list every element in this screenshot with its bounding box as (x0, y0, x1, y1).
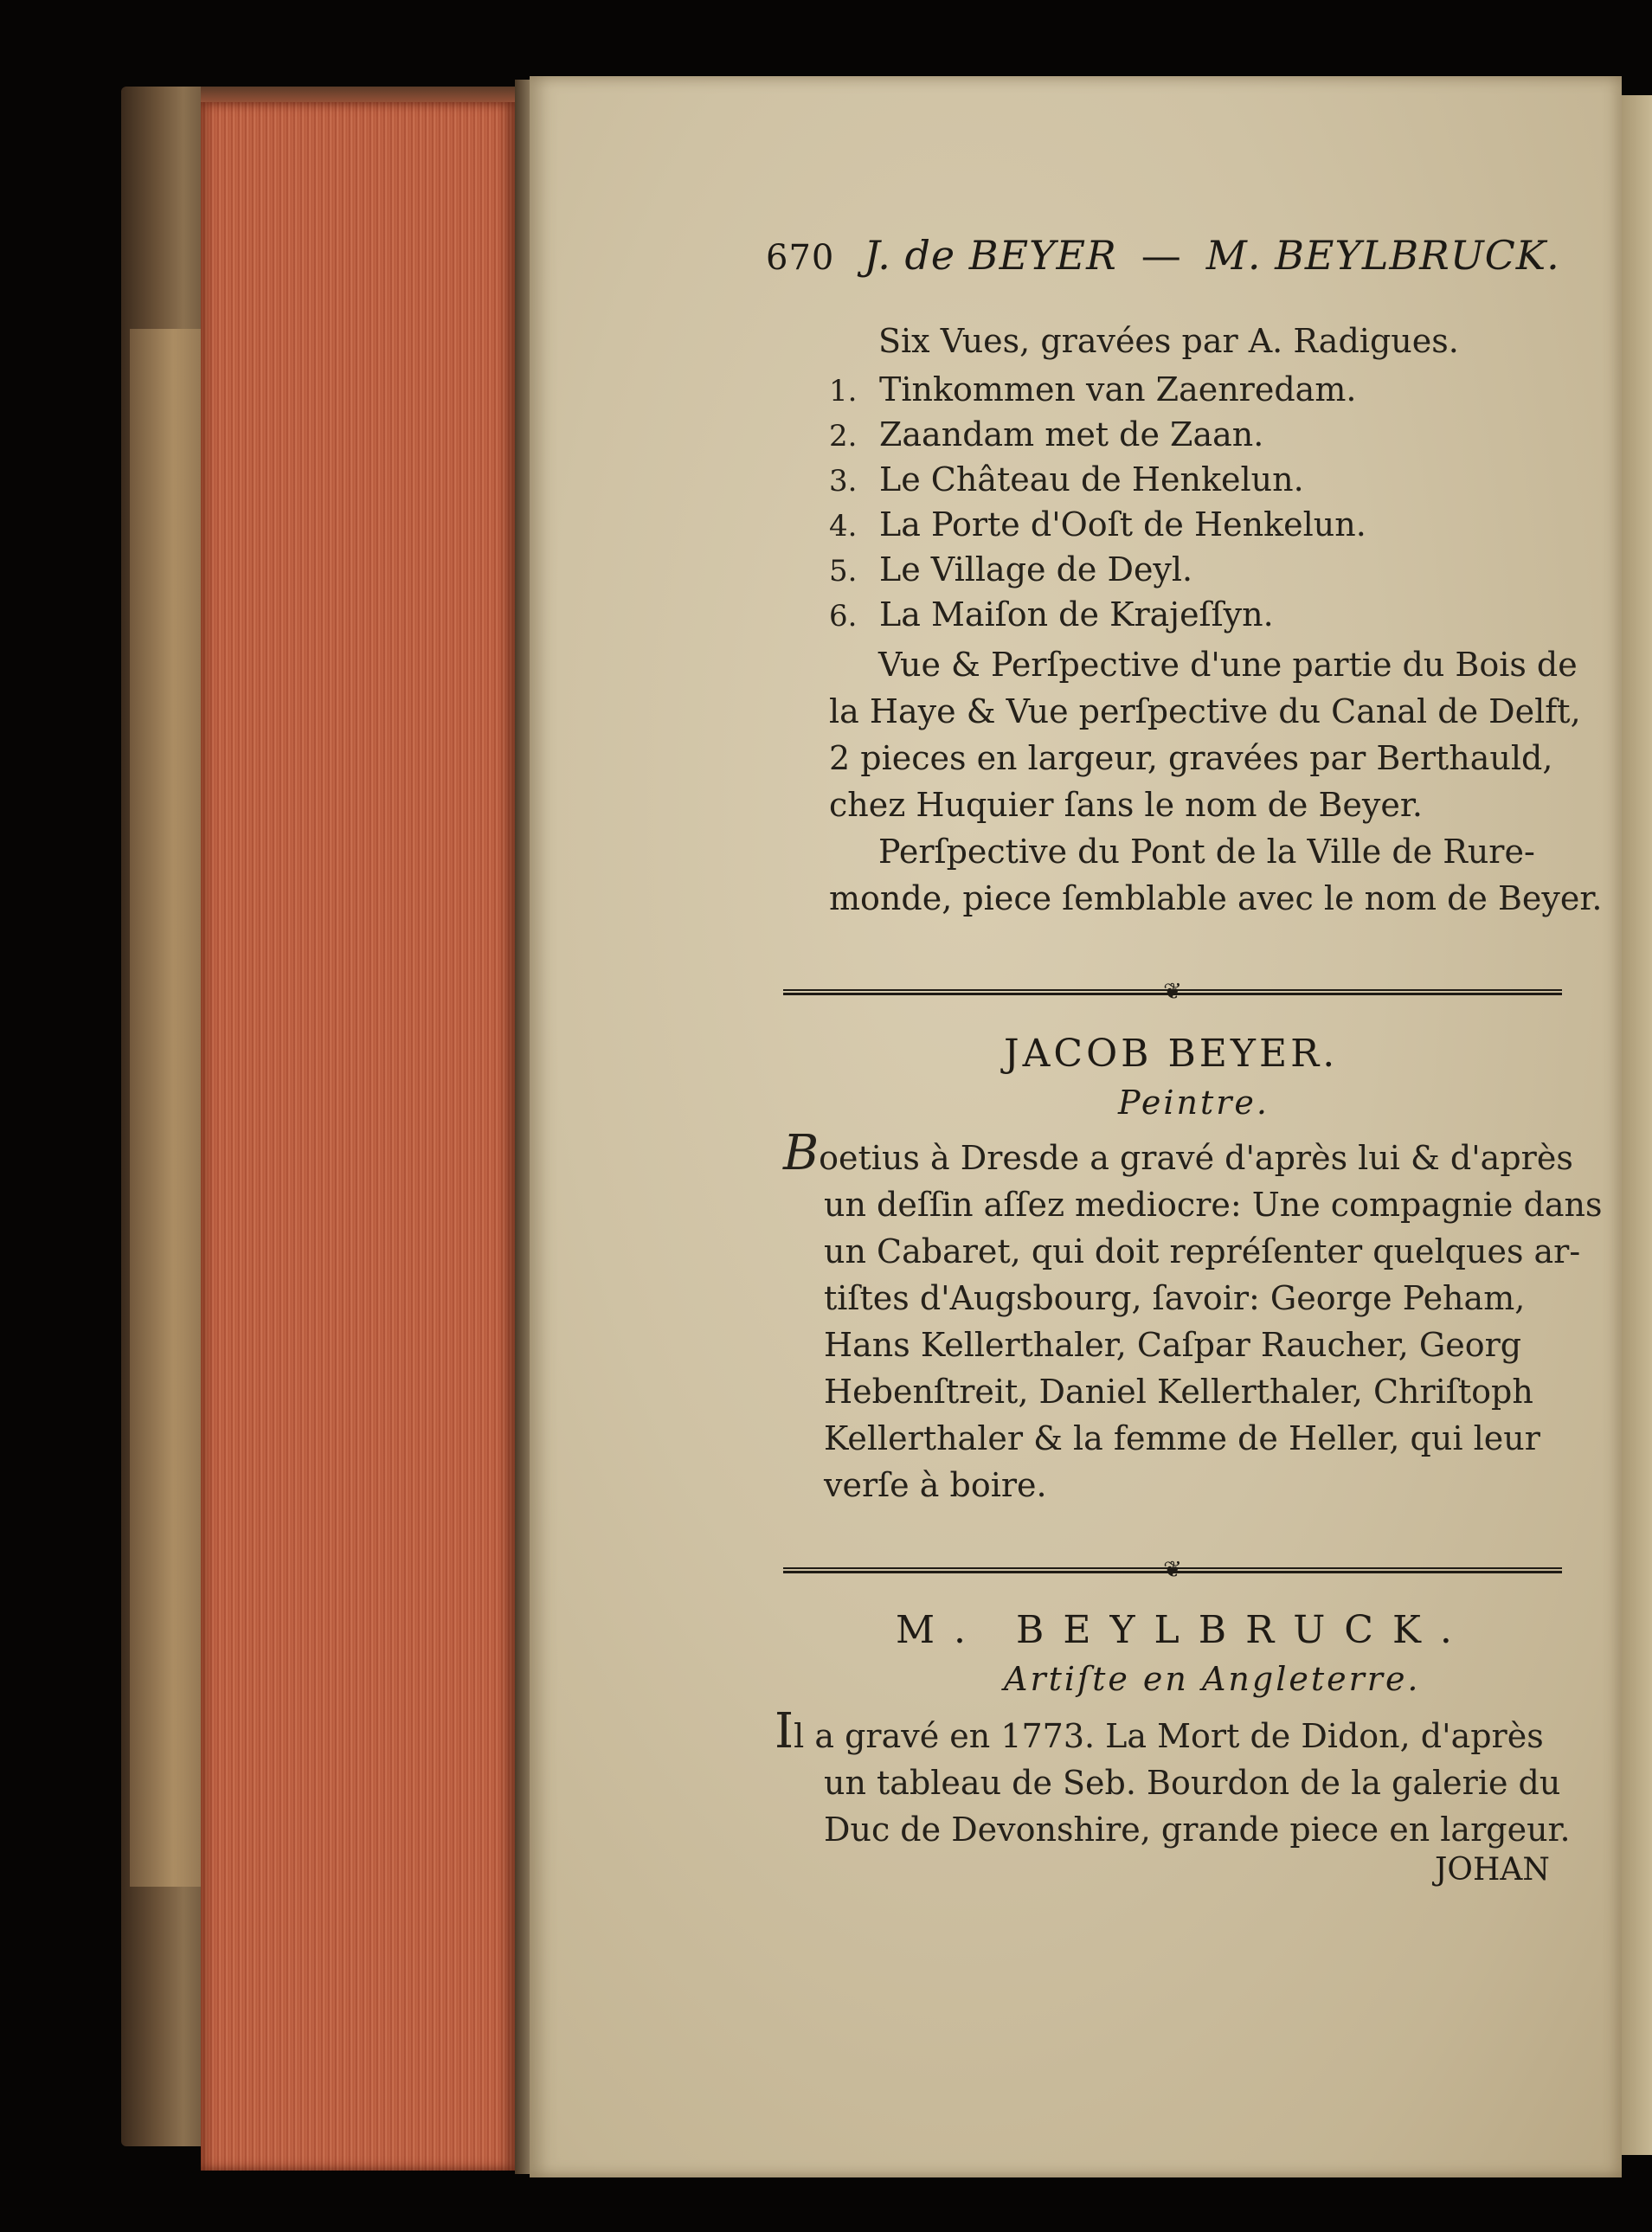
paragraph-line: Duc de Devonshire, grande piece en largeur. (824, 1811, 1571, 1849)
list-item-text: Tinkommen van Zaenredam. (879, 370, 1357, 408)
list-item-text: Le Château de Henkelun. (879, 460, 1304, 499)
list-item-text: Zaandam met de Zaan. (879, 415, 1264, 453)
ornamental-divider (783, 979, 1562, 1005)
drop-cap: B (783, 1125, 820, 1181)
list-item-number: 1. (829, 374, 858, 408)
section-subtitle: Artiſte en Angleterre. (1004, 1660, 1421, 1698)
list-item (829, 370, 1356, 408)
paragraph-line: un deſſin aſſez mediocre: Une compagnie dans (824, 1186, 1603, 1224)
divider-ornament: ❦ (1163, 979, 1182, 1005)
list-item (829, 595, 1274, 634)
facing-page-edge (1622, 95, 1652, 2155)
page-number: 670 (766, 238, 835, 278)
paragraph-line: 2 pieces en largeur, gravées par Berthauld, (829, 739, 1553, 777)
running-head-separator: — (1141, 232, 1182, 279)
section-title: M. BEYLBRUCK. (896, 1608, 1471, 1652)
list-item (829, 460, 1304, 499)
paragraph-line: la Haye & Vue perſpective du Canal de Delft, (829, 692, 1581, 730)
paragraph-line: monde, piece ſemblable avec le nom de Beyer. (829, 879, 1603, 917)
section1-intro: Six Vues, gravées par A. Radigues. (878, 322, 1459, 360)
list-item (829, 550, 1192, 589)
list-item-text: Le Village de Deyl. (879, 550, 1193, 589)
paragraph-line: Perſpective du Pont de la Ville de Rure- (878, 833, 1535, 871)
ornamental-divider (783, 1557, 1562, 1583)
list-item-text: La Porte d'Ooſt de Henkelun. (879, 505, 1366, 544)
list-item-number: 5. (829, 554, 858, 589)
list-item-number: 4. (829, 509, 858, 544)
paragraph-line: chez Huquier ſans le nom de Beyer. (829, 786, 1423, 824)
red-page-edges (201, 102, 517, 2171)
running-head-left: J. de BEYER (864, 232, 1117, 279)
first-line-text: l a gravé en 1773. La Mort de Didon, d'après (794, 1717, 1544, 1755)
running-head-right: M. BEYLBRUCK. (1205, 232, 1560, 279)
catchword: JOHAN (1435, 1852, 1550, 1888)
list-item-number: 2. (829, 419, 858, 453)
paragraph-line: Hebenſtreit, Daniel Kellerthaler, Chriſtoph (824, 1373, 1533, 1411)
first-line-text: oetius à Dresde a gravé d'après lui & d'après (819, 1139, 1573, 1177)
paragraph-line: un tableau de Seb. Bourdon de la galerie du (824, 1764, 1561, 1802)
paragraph-line (775, 1703, 1544, 1759)
list-item (829, 415, 1263, 453)
running-head (766, 232, 1560, 279)
paragraph-line: verſe à boire. (824, 1466, 1047, 1504)
list-item (829, 505, 1366, 544)
divider-ornament: ❦ (1163, 1557, 1182, 1583)
paragraph-line: Hans Kellerthaler, Caſpar Raucher, Georg (824, 1326, 1522, 1364)
section-title: JACOB BEYER. (1004, 1032, 1339, 1076)
paragraph-line: Vue & Perſpective d'une partie du Bois de (878, 646, 1578, 684)
paragraph-line: tiſtes d'Augsbourg, ſavoir: George Peham, (824, 1279, 1526, 1317)
paragraph-line (783, 1125, 1573, 1181)
paragraph-line: un Cabaret, qui doit repréſenter quelques ar- (824, 1232, 1581, 1270)
drop-cap: I (775, 1703, 794, 1759)
list-item-number: 3. (829, 464, 858, 499)
list-item-number: 6. (829, 599, 858, 634)
section-subtitle: Peintre. (1118, 1084, 1270, 1122)
paragraph-line: Kellerthaler & la femme de Heller, qui leur (824, 1419, 1540, 1457)
list-item-text: La Maiſon de Krajeſſyn. (879, 595, 1274, 634)
